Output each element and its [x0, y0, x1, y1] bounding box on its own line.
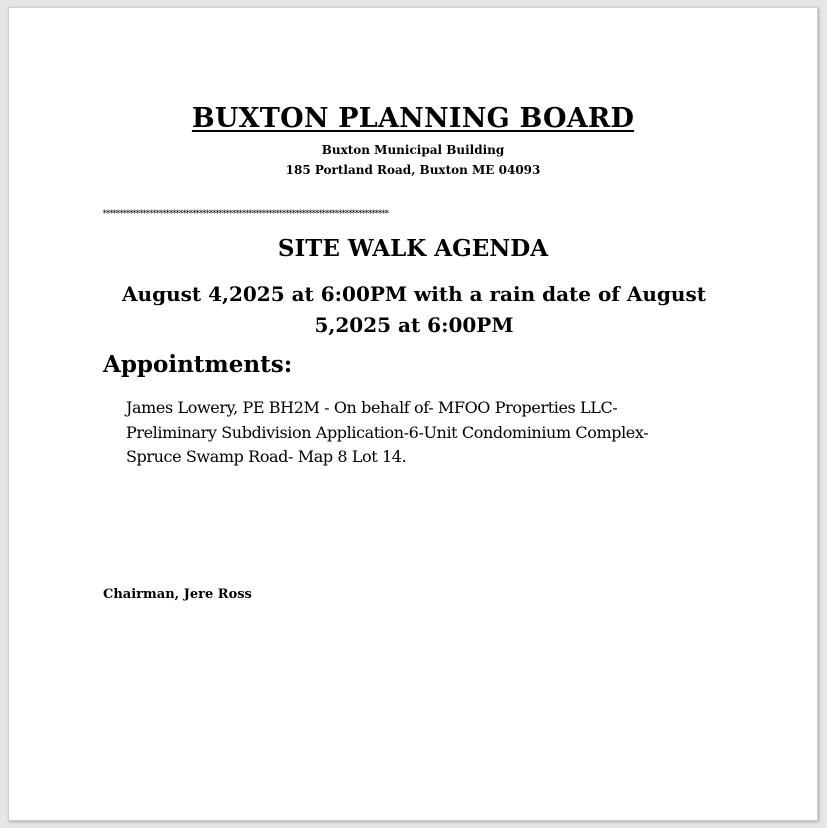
- agenda-date-line-1: August 4,2025 at 6:00PM with a rain date of August: [122, 282, 706, 306]
- appointment-line: James Lowery, PE BH2M - On behalf of- MFOO Properties LLC-: [126, 398, 618, 417]
- chairman-signature: Chairman, Jere Ross: [103, 587, 252, 602]
- board-title-text: BUXTON PLANNING BOARD: [191, 103, 635, 134]
- agenda-date-line-2: 5,2025 at 6:00PM: [314, 313, 514, 337]
- building-address: 185 Portland Road, Buxton ME 04093: [285, 163, 541, 177]
- board-title: [9, 104, 817, 134]
- appointment-line: Preliminary Subdivision Application-6-Unit Condominium Complex-: [126, 422, 649, 442]
- agenda-title: SITE WALK AGENDA: [277, 235, 549, 262]
- appointments-heading: Appointments:: [103, 351, 293, 378]
- appointment-line: Spruce Swamp Road- Map 8 Lot 14.: [126, 447, 407, 466]
- document-page: [8, 7, 818, 821]
- building-name: Buxton Municipal Building: [321, 143, 505, 157]
- agenda-date: [119, 279, 709, 341]
- appointment-entry: [126, 396, 746, 470]
- asterisk-separator: **************************************************************************************: [102, 209, 388, 219]
